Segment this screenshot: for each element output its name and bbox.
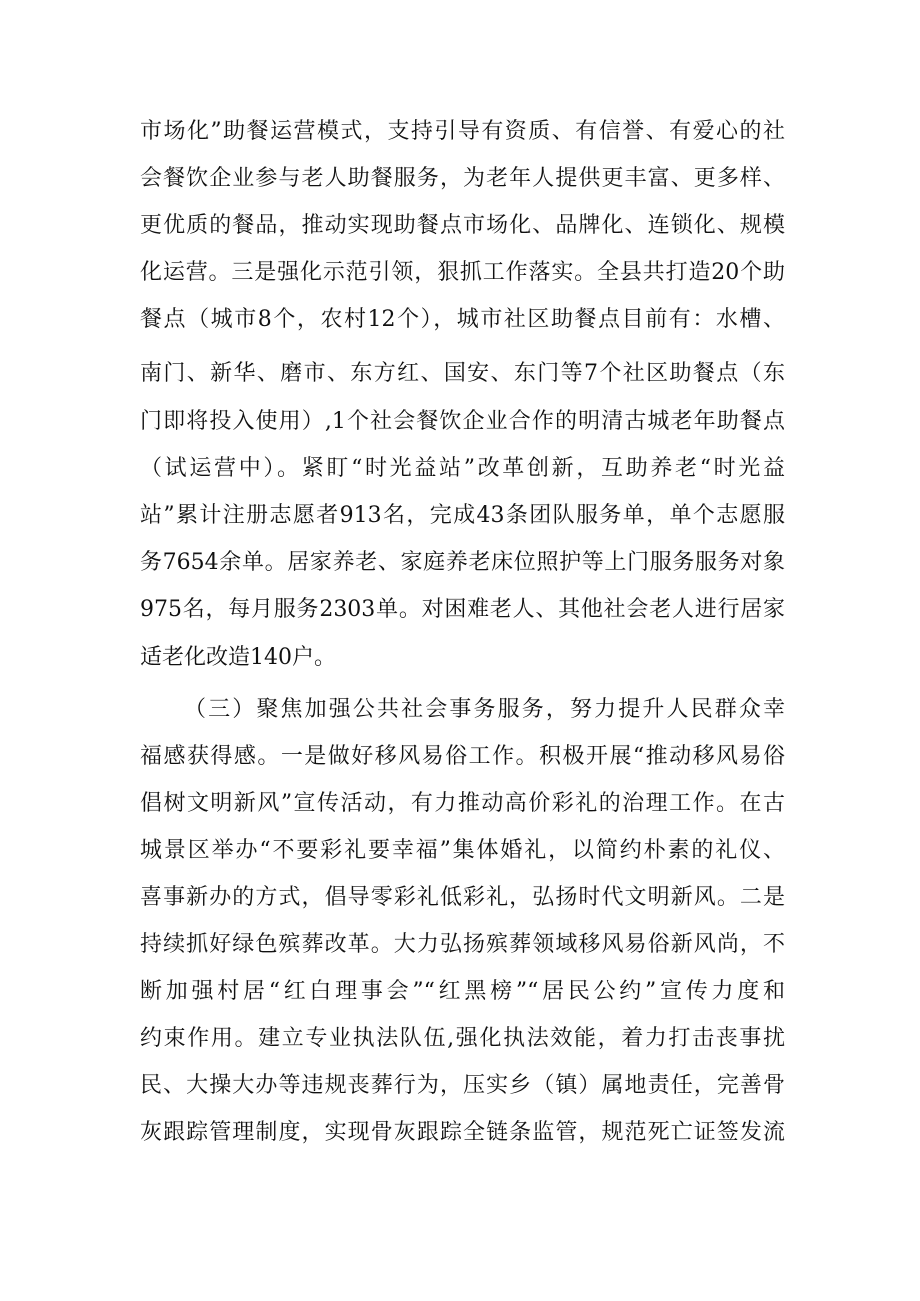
paragraph-line: 持续抓好绿色殡葬改革。大力弘扬殡葬领域移风易俗新风尚，不 [140, 932, 785, 957]
paragraph-line: 更优质的餐品，推动实现助餐点市场化、品牌化、连锁化、规模 [140, 213, 785, 238]
paragraph-line: 福感获得感。一是做好移风易俗工作。积极开展“推动移风易俗 [140, 744, 785, 769]
paragraph-line: 断加强村居“红白理事会”“红黑榜”“居民公约”宣传力度和 [140, 979, 785, 1004]
paragraph-line: 灰跟踪管理制度，实现骨灰跟踪全链条监管，规范死亡证签发流 [140, 1120, 785, 1145]
paragraph-line: 市场化”助餐运营模式，支持引导有资质、有信誉、有爱心的社 [140, 119, 785, 144]
paragraph-line: 喜事新办的方式，倡导零彩礼低彩礼，弘扬时代文明新风。二是 [140, 885, 785, 910]
paragraph-line: 倡树文明新风”宣传活动，有力推动高价彩礼的治理工作。在古 [140, 791, 785, 816]
paragraph-line: 餐点（城市8个，农村12个），城市社区助餐点目前有：水槽、 [140, 307, 785, 332]
paragraph-line: 约束作用。建立专业执法队伍,强化执法效能，着力打击丧事扰 [140, 1026, 785, 1051]
paragraph-line: 城景区举办“不要彩礼要幸福”集体婚礼，以简约朴素的礼仪、 [140, 838, 785, 863]
section-heading-line: （三）聚焦加强公共社会事务服务，努力提升人民群众幸 [184, 697, 785, 722]
paragraph-line: 化运营。三是强化示范引领，狠抓工作落实。全县共打造20个助 [140, 260, 785, 285]
paragraph-line: 门即将投入使用）,1个社会餐饮企业合作的明清古城老年助餐点 [140, 409, 785, 434]
paragraph-line: 会餐饮企业参与老人助餐服务，为老年人提供更丰富、更多样、 [140, 166, 785, 191]
paragraph-line: 南门、新华、磨市、东方红、国安、东门等7个社区助餐点（东 [140, 361, 785, 386]
paragraph-line: 适老化改造140户。 [140, 645, 336, 670]
paragraph-line: 975名，每月服务2303单。对困难老人、其他社会老人进行居家 [140, 597, 785, 622]
paragraph-line: 民、大操大办等违规丧葬行为，压实乡（镇）属地责任，完善骨 [140, 1073, 785, 1098]
paragraph-line: （试运营中）。紧盯“时光益站”改革创新，互助养老“时光益 [140, 456, 785, 481]
paragraph-line: 站”累计注册志愿者913名，完成43条团队服务单，单个志愿服 [140, 503, 785, 528]
paragraph-line: 务7654余单。居家养老、家庭养老床位照护等上门服务服务对象 [140, 550, 785, 575]
